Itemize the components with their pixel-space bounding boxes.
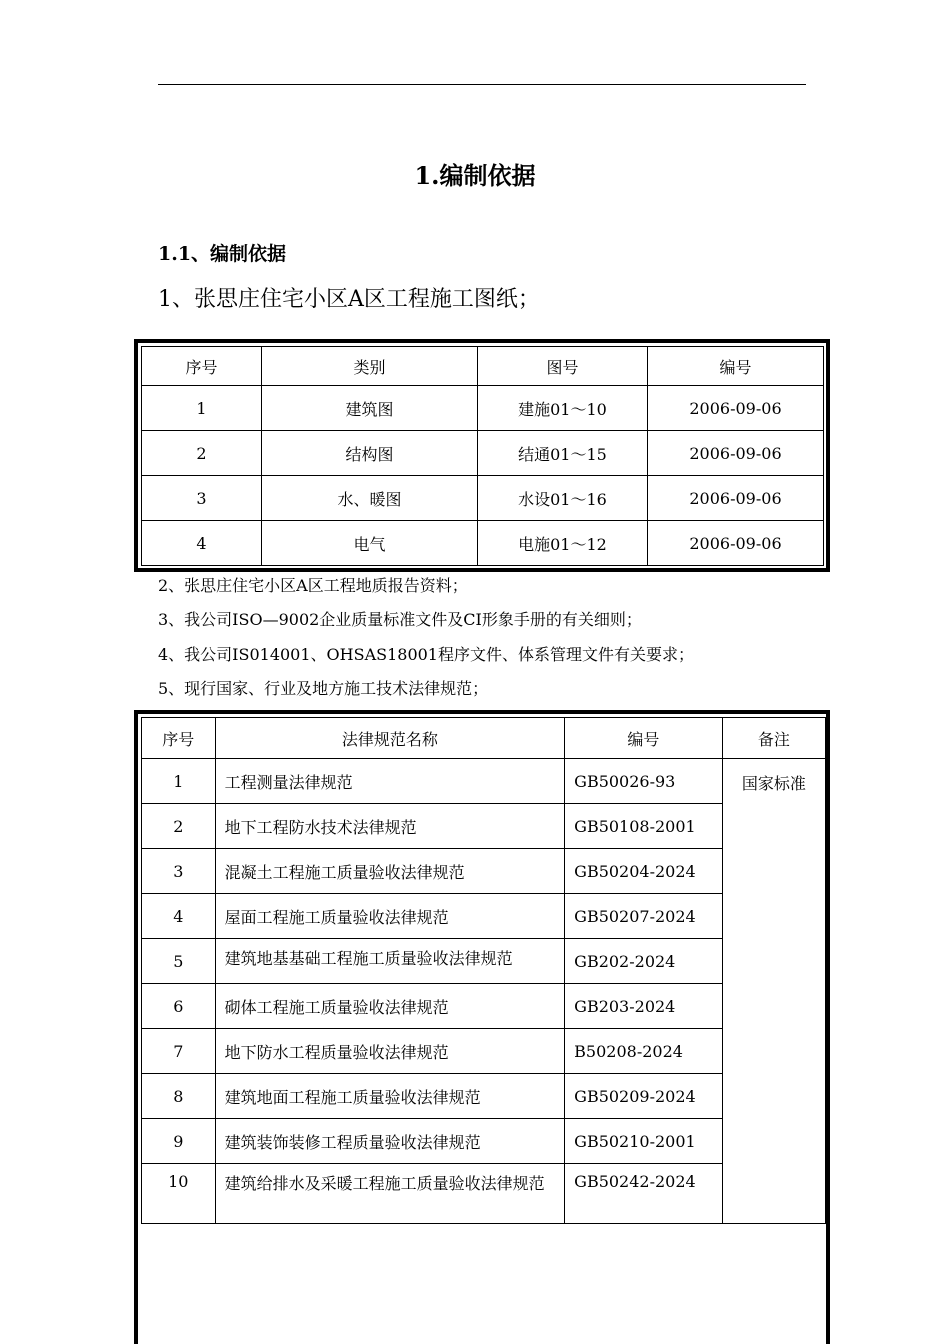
cell: GB50242-2024: [565, 1164, 722, 1224]
cell: GB203-2024: [565, 984, 722, 1029]
cell: 建筑装饰装修工程质量验收法律规范: [215, 1119, 565, 1164]
cell: 2006-09-06: [648, 521, 824, 566]
cell: GB50204-2024: [565, 849, 722, 894]
cell: GB202-2024: [565, 939, 722, 984]
cell: 水、暖图: [262, 476, 478, 521]
col-header: 序号: [142, 718, 216, 759]
cell: 3: [142, 476, 262, 521]
col-header: 编号: [565, 718, 722, 759]
cell: 电施01～12: [478, 521, 648, 566]
cell: 6: [142, 984, 216, 1029]
cell: GB50026-93: [565, 759, 722, 804]
cell: 建施01～10: [478, 386, 648, 431]
cell: 建筑图: [262, 386, 478, 431]
cell: 2006-09-06: [648, 431, 824, 476]
cell: 4: [142, 894, 216, 939]
cell: 水设01～16: [478, 476, 648, 521]
col-header: 类别: [262, 347, 478, 386]
cell: 结通01～15: [478, 431, 648, 476]
cell: GB50209-2024: [565, 1074, 722, 1119]
standards-table: [134, 710, 830, 1344]
item-2: 2、张思庄住宅小区A区工程地质报告资料；: [158, 576, 468, 595]
table-row: [142, 431, 824, 476]
cell: 2006-09-06: [648, 386, 824, 431]
drawings-table: [134, 339, 830, 572]
table-row: [142, 521, 824, 566]
col-header: 法律规范名称: [215, 718, 565, 759]
cell: 4: [142, 521, 262, 566]
cell: 工程测量法律规范: [215, 759, 565, 804]
col-header: 序号: [142, 347, 262, 386]
item-1: 1、张思庄住宅小区A区工程施工图纸；: [158, 287, 540, 312]
cell: 结构图: [262, 431, 478, 476]
cell: 9: [142, 1119, 216, 1164]
cell: 地下防水工程质量验收法律规范: [215, 1029, 565, 1074]
col-header: 图号: [478, 347, 648, 386]
cell: [215, 1164, 565, 1224]
cell: 电气: [262, 521, 478, 566]
col-header: 备注: [722, 718, 825, 759]
cell: B50208-2024: [565, 1029, 722, 1074]
table-row: [142, 476, 824, 521]
item-5: 5、现行国家、行业及地方施工技术法律规范；: [158, 679, 489, 698]
cell: 10: [142, 1164, 216, 1224]
cell: 混凝土工程施工质量验收法律规范: [215, 849, 565, 894]
table-row: [142, 386, 824, 431]
cell: 2006-09-06: [648, 476, 824, 521]
note-cell: 国家标准: [722, 759, 825, 1224]
cell: 8: [142, 1074, 216, 1119]
cell: GB50210-2001: [565, 1119, 722, 1164]
cell-text: 建筑地基基础工程施工质量验收法律规范: [224, 949, 513, 968]
table-row: [142, 759, 826, 804]
cell: 5: [142, 939, 216, 984]
cell: 1: [142, 386, 262, 431]
cell: 2: [142, 804, 216, 849]
cell: 1: [142, 759, 216, 804]
cell: 2: [142, 431, 262, 476]
section-heading: 1.1、编制依据: [158, 243, 287, 265]
cell: 建筑地面工程施工质量验收法律规范: [215, 1074, 565, 1119]
cell: 7: [142, 1029, 216, 1074]
cell: GB50207-2024: [565, 894, 722, 939]
item-3: 3、我公司ISO—9002企业质量标准文件及CI形象手册的有关细则；: [158, 610, 642, 629]
cell: 砌体工程施工质量验收法律规范: [215, 984, 565, 1029]
cell: GB50108-2001: [565, 804, 722, 849]
cell-text: 建筑给排水及采暖工程施工质量验收法律规范: [224, 1174, 545, 1193]
cell: 屋面工程施工质量验收法律规范: [215, 894, 565, 939]
header-rule: [158, 84, 806, 85]
item-4: 4、我公司IS014001、OHSAS18001程序文件、体系管理文件有关要求；: [158, 645, 694, 664]
page-title: 1.编制依据: [414, 161, 536, 190]
cell: [215, 939, 565, 984]
col-header: 编号: [648, 347, 824, 386]
cell: 地下工程防水技术法律规范: [215, 804, 565, 849]
cell: 3: [142, 849, 216, 894]
